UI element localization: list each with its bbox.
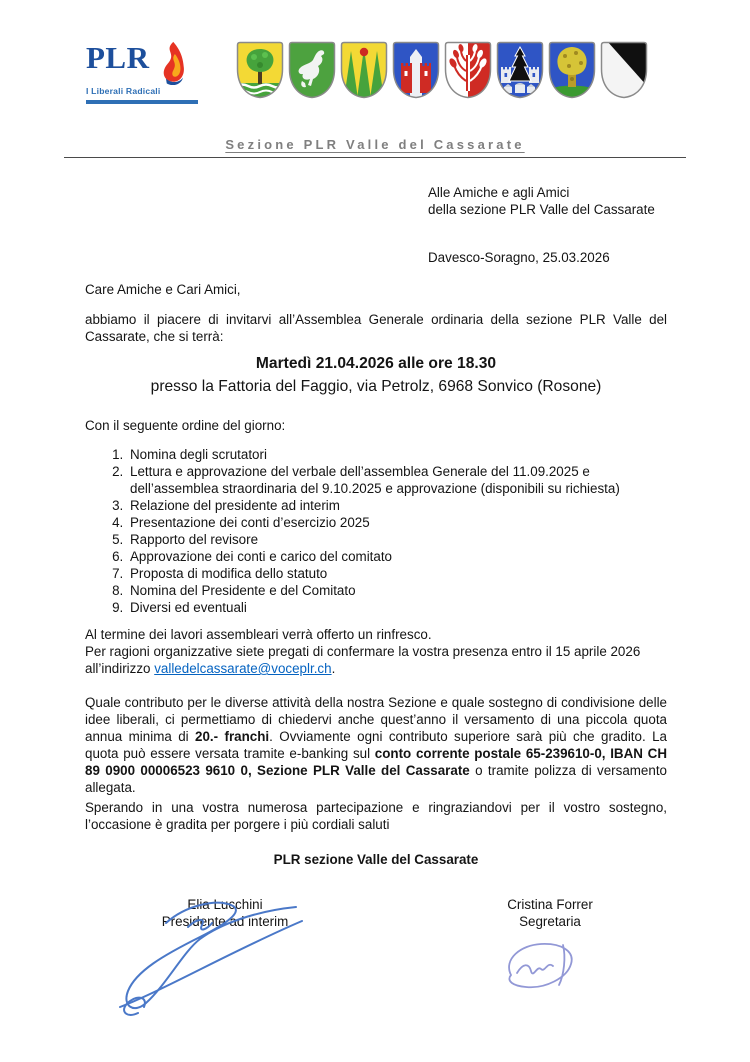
agenda-item: 3. Relazione del presidente ad interim	[127, 497, 667, 514]
coat-of-arms-counterchanged-tree	[444, 41, 492, 99]
coat-of-arms-green-pales-red-ball	[340, 41, 388, 99]
event-datetime: Martedì 21.04.2026 alle ore 18.30	[255, 355, 497, 372]
coat-of-arms-gold-tree-on-blue	[548, 41, 596, 99]
agenda-item: 5. Rapporto del revisore	[127, 531, 667, 548]
coat-of-arms-white-horse-on-green	[288, 41, 336, 99]
agenda-item: 2. Lettura e approvazione del verbale dell’assemblea Generale del 11.09.2025 e dell’assemblea straordinaria del 9.10.2025 e approvazione (disponibili su richiesta)	[127, 463, 667, 497]
agenda-item: 8. Nomina del Presidente e del Comitato	[127, 582, 667, 599]
signature-left-role: Presidente ad interim	[161, 914, 289, 929]
rinfresco-paragraph	[85, 626, 667, 677]
agenda-item: 4. Presentazione dei conti d’esercizio 2025	[127, 514, 667, 531]
recipient-line-1: Alle Amiche e agli Amici	[428, 185, 570, 200]
quota-amount: 20.- franchi	[195, 729, 270, 744]
email-link[interactable]: valledelcassarate@voceplr.ch	[154, 661, 332, 676]
quota-account: conto corrente postale 65-239610-0, IBAN CH 89 0900 00006523 9610 0, Sezione PLR Valle del Cassarate	[85, 746, 667, 778]
quota-text-1: Quale contributo per le diverse attività della nostra Sezione e quale sostegno di condivisione delle idee liberali, ci permettiamo di chiedervi anche quest’anno il versamento di una piccola quota annua minima di	[85, 695, 667, 744]
agenda-item: 1. Nomina degli scrutatori	[127, 446, 667, 463]
recipient-line-2: della sezione PLR Valle del Cassarate	[428, 202, 655, 217]
agenda-list	[85, 446, 667, 616]
agenda-item: 7. Proposta di modifica dello statuto	[127, 565, 667, 582]
quota-text-3: o tramite polizza di versamento allegata.	[85, 763, 667, 795]
signature-right-role: Segretaria	[519, 914, 581, 929]
section-title-rule	[64, 136, 686, 158]
signature-left-block	[140, 896, 310, 930]
signature-right-name: Cristina Forrer	[507, 897, 593, 912]
org-signature-name: PLR sezione Valle del Cassarate	[273, 852, 479, 867]
rinfresco-line: Al termine dei lavori assembleari verrà offerto un rinfresco.	[85, 627, 432, 642]
quota-text-2: . Ovviamente ogni contributo superiore sarà più che gradito. La quota può essere versata tramite e-banking sul	[85, 729, 667, 761]
confirm-text-after: .	[331, 661, 336, 676]
coat-of-arms-towers-black-mount	[496, 41, 544, 99]
coat-of-arms-red-towers-white-pale	[392, 41, 440, 99]
quota-paragraph	[85, 694, 667, 796]
coat-of-arms-black-bend	[600, 41, 648, 99]
agenda-item: 9. Diversi ed eventuali	[127, 599, 667, 616]
handwritten-signature-right-icon	[493, 933, 583, 1001]
plr-flame-icon	[152, 41, 188, 85]
confirm-text-before: Per ragioni organizzative siete pregati di confermare la vostra presenza entro il 15 aprile 2026 all’indirizzo	[85, 644, 641, 676]
signature-right-block	[475, 896, 625, 930]
thanks-paragraph: Sperando in una vostra numerosa partecipazione e ringraziandovi per il vostro sostegno, l’occasione è gradita per porgere i più cordiali saluti	[85, 800, 667, 832]
signature-left-name: Elia Lucchini	[187, 897, 263, 912]
plr-acronym: PLR	[86, 40, 150, 75]
salutation: Care Amiche e Cari Amici,	[85, 282, 241, 297]
agenda-intro: Con il seguente ordine del giorno:	[85, 418, 286, 433]
event-block	[85, 352, 667, 398]
agenda-item: 6. Approvazione dei conti e carico del comitato	[127, 548, 667, 565]
event-location: presso la Fattoria del Faggio, via Petrolz, 6968 Sonvico (Rosone)	[150, 378, 602, 395]
section-title: Sezione PLR Valle del Cassarate	[225, 137, 525, 152]
recipient-block	[428, 184, 655, 218]
plr-tagline: I Liberali Radicali	[86, 86, 161, 96]
intro-paragraph: abbiamo il piacere di invitarvi all’Assemblea Generale ordinaria della sezione PLR Valle del Cassarate, che si terrà:	[85, 312, 667, 344]
logo-underline-bar	[86, 100, 198, 104]
plr-logo	[86, 40, 202, 104]
coat-of-arms-row	[236, 41, 648, 99]
dateline: Davesco-Soragno, 25.03.2026	[428, 250, 610, 265]
coat-of-arms-green-tree-on-yellow	[236, 41, 284, 99]
